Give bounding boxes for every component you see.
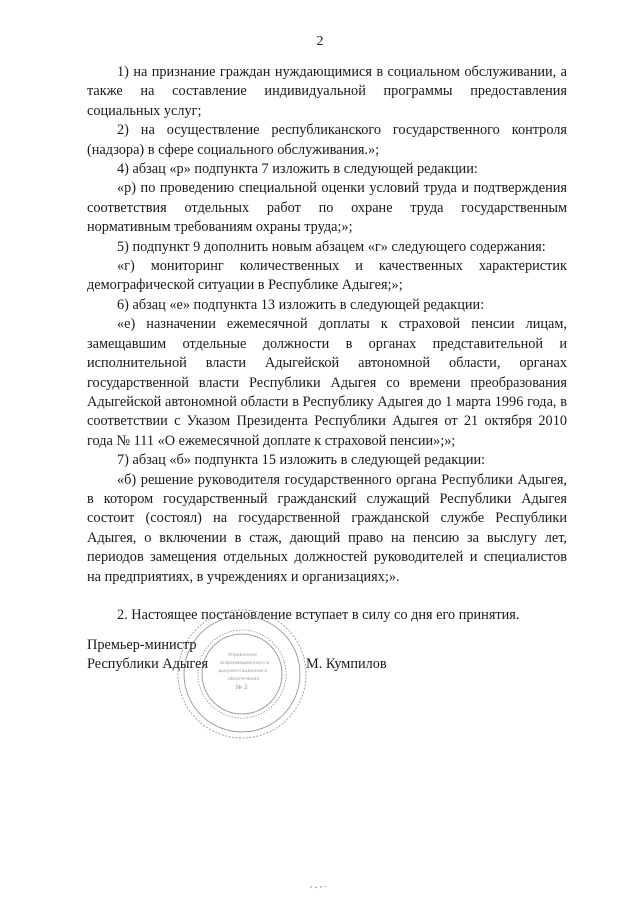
svg-text:№ 2: № 2 [236,684,248,691]
paragraph: 6) абзац «е» подпункта 13 изложить в следующей редакции: [117,296,485,313]
signatory-organization: Республики Адыгея [87,656,209,672]
paragraph: 1) на признание граждан нуждающимися в социальном обслуживании, а также на составление индивидуальной программы предоставления социальных услуг; [87,64,567,119]
paragraph: «р) по проведению специальной оценки условий труда и подтверждения соответствия отдельных работ по охране труда государственным нормативным требованиям охраны труда;»; [87,180,567,236]
svg-text:информационного и: информационного и [220,661,270,666]
paragraph: «б) решение руководителя государственного органа Республики Адыгея, в котором государственный гражданский служащий Республики Адыгея состоит (состоял) на государственной гражданской службе Республики Адыгея, о включении в стаж, дающий право на пенсию за выслугу лет, периодов замещения отдельных должностей руководителей и специалистов на предприятиях, в учреждениях и организациях;». [87,471,567,585]
page-number: 2 [316,34,324,49]
paragraph: 4) абзац «р» подпункта 7 изложить в следующей редакции: [117,161,478,178]
signature-block [87,636,567,696]
signatory-name: М. Кумпилов [306,656,387,672]
paragraph: «г) мониторинг количественных и качественных характеристик демографической ситуации в Республике Адыгея;»; [87,258,567,294]
signatory-position: Премьер-министр [87,637,197,653]
svg-text:Управление: Управление [228,653,257,658]
paragraph: 2) на осуществление республиканского государственного контроля (надзора) в сфере социального обслуживания.»; [87,122,567,158]
svg-text:обеспечения: обеспечения [228,677,260,682]
paragraph: «е) назначении ежемесячной доплаты к страховой пенсии лицам, замещавшим отдельные должности в органах представительной и исполнительной власти Адыгейской автономной области, органах государственной власти Республики Адыгея со времени преобразования Адыгейской автономной области в Республику Адыгея до 1 марта 1996 года, в соответствии с Указом Президента Республики Адыгея от 21 октября 2010 года № 111 «О ежемесячной доплате к страховой пенсии»;»; [87,316,567,449]
paragraph: 5) подпункт 9 дополнить новым абзацем «г» следующего содержания: [117,238,546,255]
svg-text:документационного: документационного [218,669,268,674]
final-clause: 2. Настоящее постановление вступает в силу со дня его принятия. [117,606,520,623]
paragraph: 7) абзац «б» подпункта 15 изложить в следующей редакции: [117,452,486,469]
document-body [87,63,567,625]
scan-mark [308,884,328,890]
